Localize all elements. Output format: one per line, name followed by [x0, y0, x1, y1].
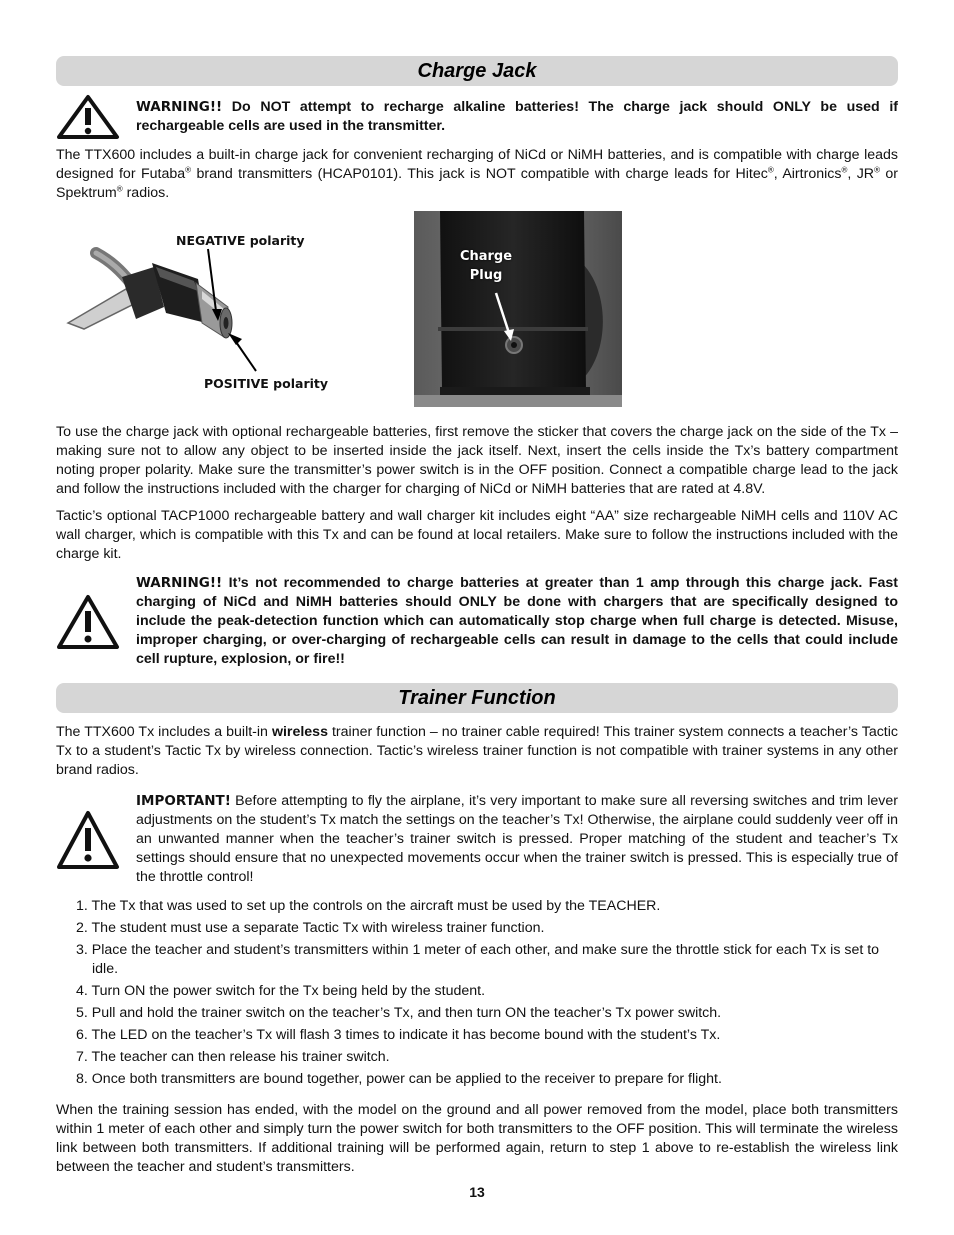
warning-triangle-icon	[56, 594, 136, 650]
warning-body: Do NOT attempt to recharge alkaline batteries! The charge jack should ONLY be used if rechargeable cells are used in the transmitter.	[136, 99, 898, 134]
warning-triangle-icon	[56, 810, 136, 870]
important-body: Before attempting to fly the airplane, it’s very important to make sure all reversing switches and trim lever adjustments on the student’s Tx match the settings on the teacher’s Tx! Otherwise, the airplane could suddenly veer off in an unwanted manner when the teacher’s trainer switch is pressed. Proper matching of the student and teacher’s Tx settings should ensure that no unexpected movements occur when the trainer switch is pressed. This is especially true of the throttle control!	[136, 793, 898, 885]
list-item: 7. The teacher can then release his trainer switch.	[76, 1049, 390, 1065]
plug-label-line2: Plug	[469, 268, 503, 283]
charge-jack-usage-paragraph: To use the charge jack with optional rechargeable batteries, first remove the sticker that covers the charge jack on the side of the Tx – making sure not to allow any object to be inserted inside the jack itself. Next, insert the cells inside the Tx’s battery compartment noting proper polarity. Make sure the transmitter’s power switch is in the OFF position. Connect a compatible charge lead to the jack and follow the instructions included with the charger for charging of NiCd or NiMH batteries that are rated at 4.8V.	[56, 424, 898, 497]
charge-plug-label	[454, 247, 518, 285]
warning-box-fast-charge	[56, 574, 898, 669]
important-box	[56, 792, 898, 887]
charger-kit-paragraph: Tactic’s optional TACP1000 rechargeable battery and wall charger kit includes eight “AA” size rechargeable NiMH cells and 110V AC wall charger, which is compatible with this Tx and can be found at local retailers. Make sure to follow the instructions included with the charge kit.	[56, 508, 898, 562]
charge-jack-intro: The TTX600 includes a built-in charge jack for convenient recharging of NiCd or NiMH batteries, and is compatible with charge leads designed for Futaba® brand transmitters (HCAP0101). This jack is NOT compatible with charge leads for Hitec®, Airtronics®, JR® or Spektrum® radios.	[56, 147, 899, 201]
important-text	[136, 792, 898, 887]
warning-triangle-icon	[56, 94, 136, 140]
warning-text-alkaline	[136, 98, 898, 136]
trainer-closing-paragraph: When the training session has ended, with the model on the ground and all power removed from the model, place both transmitters within 1 meter of each other and simply turn the power switch for both transmitters to the OFF position. This will terminate the wireless link between both transmitters. If additional training will be performed again, return to step 1 above to re-establish the wireless link between the teacher and student’s transmitters.	[56, 1102, 898, 1175]
warning-box-alkaline	[56, 94, 898, 140]
trainer-intro: The TTX600 Tx includes a built-in wireless trainer function – no trainer cable required! This trainer system connects a teacher’s Tactic Tx to a student’s Tactic Tx by wireless connection. Tactic’s wireless trainer function is not compatible with trainer systems in any other brand radios.	[56, 724, 898, 778]
negative-polarity-label: NEGATIVE polarity	[176, 233, 305, 248]
positive-polarity-label: POSITIVE polarity	[204, 376, 329, 391]
list-item: 1. The Tx that was used to set up the controls on the aircraft must be used by the TEACHER.	[76, 898, 661, 914]
list-item: 5. Pull and hold the trainer switch on the teacher’s Tx, and then turn ON the teacher’s Tx power switch.	[76, 1005, 722, 1021]
warning-keyword: WARNING!!	[136, 575, 223, 591]
section-header-trainer-function: Trainer Function	[56, 683, 898, 713]
section-header-charge-jack: Charge Jack	[56, 56, 898, 86]
figures-row	[56, 211, 898, 409]
list-item: 6. The LED on the teacher’s Tx will flash 3 times to indicate it has become bound with the student’s Tx.	[76, 1027, 721, 1043]
important-keyword: IMPORTANT!	[136, 793, 231, 809]
list-item: 3. Place the teacher and student’s transmitters within 1 meter of each other, and make sure the throttle stick for each Tx is set to idle.	[76, 942, 880, 977]
list-item: 8. Once both transmitters are bound together, power can be applied to the receiver to prepare for flight.	[76, 1071, 722, 1087]
charge-label-line1: Charge	[459, 249, 513, 264]
warning-keyword: WARNING!!	[136, 99, 223, 115]
trainer-steps-list	[56, 897, 898, 1089]
transmitter-charge-plug-photo	[414, 211, 622, 407]
list-item: 2. The student must use a separate Tactic Tx with wireless trainer function.	[76, 920, 545, 936]
warning-body: It’s not recommended to charge batteries at greater than 1 amp through this charge jack. Fast charging of NiCd and NiMH batteries should ONLY be done with chargers that are specifically designed to include the peak-detection function which can automatically stop charge when full charge is detected. Misuse, improper charging, or over-charging of rechargeable cells can result in damage to the cells that could include cell rupture, explosion, or fire!!	[136, 575, 898, 667]
list-item: 4. Turn ON the power switch for the Tx being held by the student.	[76, 983, 486, 999]
page-number: 13	[469, 1184, 485, 1200]
warning-text-fast-charge	[136, 574, 898, 669]
manual-page	[56, 56, 898, 1177]
